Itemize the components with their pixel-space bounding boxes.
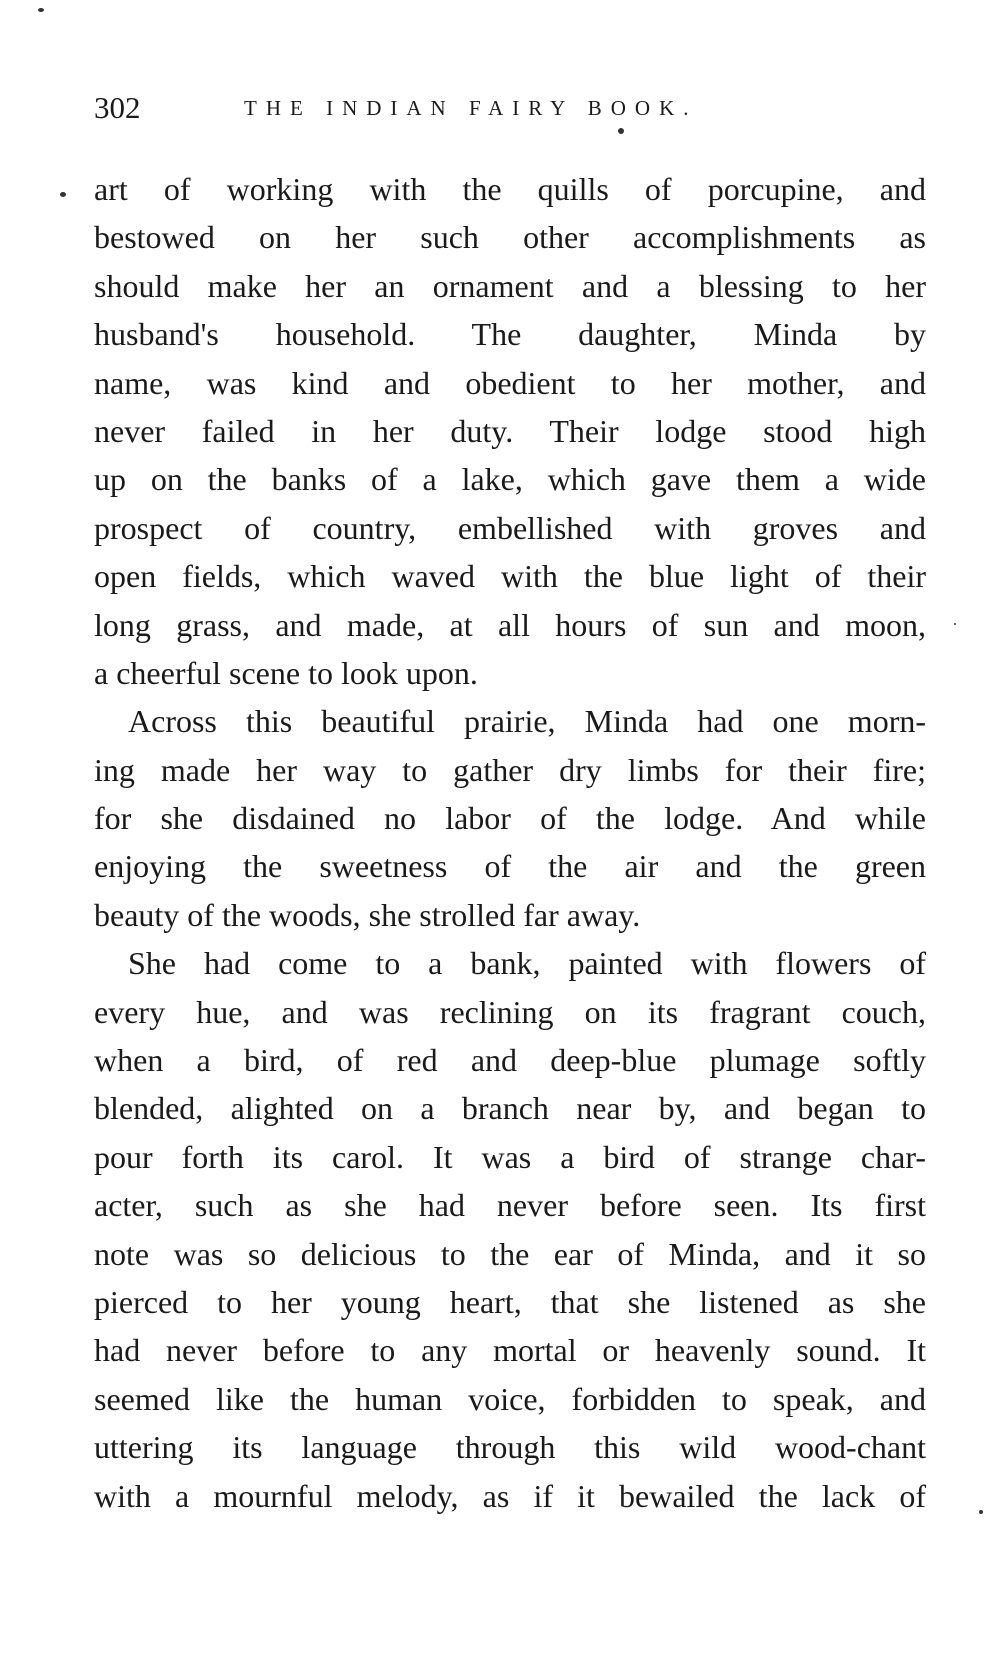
text-line: beauty of the woods, she strolled far away. — [94, 896, 641, 933]
text-line: for she disdained no labor of the lodge. And while — [94, 800, 926, 837]
text-line: had never before to any mortal or heavenly sound. It — [94, 1332, 926, 1369]
scan-speck — [38, 8, 44, 12]
text-line: open fields, which waved with the blue light of their — [94, 558, 926, 595]
scan-speck — [954, 623, 956, 625]
page-number: 302 — [94, 90, 141, 125]
text-line: uttering its language through this wild wood-chant — [94, 1429, 926, 1466]
text-line: bestowed on her such other accomplishments as — [94, 219, 926, 256]
text-line: when a bird, of red and deep-blue plumage softly — [94, 1042, 926, 1079]
text-line: name, was kind and obedient to her mother, and — [94, 364, 926, 401]
text-line: up on the banks of a lake, which gave them a wide — [94, 461, 926, 498]
text-line: She had come to a bank, painted with flowers of — [128, 945, 926, 982]
text-line: blended, alighted on a branch near by, and began to — [94, 1090, 926, 1127]
text-line: should make her an ornament and a blessing to her — [94, 267, 926, 304]
text-line: prospect of country, embellished with groves and — [94, 509, 926, 546]
text-line: enjoying the sweetness of the air and the green — [94, 848, 926, 885]
text-line: with a mournful melody, as if it bewailed the lack of — [94, 1477, 926, 1514]
text-line: husband's household. The daughter, Minda by — [94, 316, 926, 353]
text-line: ing made her way to gather dry limbs for their fire; — [94, 751, 926, 788]
scan-speck — [618, 128, 624, 134]
scan-speck — [979, 1510, 983, 1514]
page-header — [94, 90, 894, 130]
paragraph-3 — [94, 939, 926, 1520]
text-line: seemed like the human voice, forbidden to speak, and — [94, 1380, 926, 1417]
text-line: Across this beautiful prairie, Minda had one morn- — [128, 703, 926, 740]
running-title: THE INDIAN FAIRY BOOK. — [244, 96, 698, 120]
text-line: pour forth its carol. It was a bird of strange char- — [94, 1138, 926, 1175]
text-line: note was so delicious to the ear of Minda, and it so — [94, 1235, 926, 1272]
text-line: every hue, and was reclining on its fragrant couch, — [94, 993, 926, 1030]
text-line: art of working with the quills of porcupine, and — [94, 171, 926, 207]
body-text — [94, 165, 926, 1520]
text-line: never failed in her duty. Their lodge stood high — [94, 412, 926, 449]
paragraph-1 — [94, 165, 926, 697]
text-line: a cheerful scene to look upon. — [94, 654, 478, 691]
text-line: pierced to her young heart, that she listened as she — [94, 1283, 926, 1320]
paragraph-2 — [94, 697, 926, 939]
text-line: long grass, and made, at all hours of sun and moon, — [94, 606, 926, 643]
scan-speck — [60, 192, 66, 197]
text-line: acter, such as she had never before seen. Its first — [94, 1187, 926, 1224]
